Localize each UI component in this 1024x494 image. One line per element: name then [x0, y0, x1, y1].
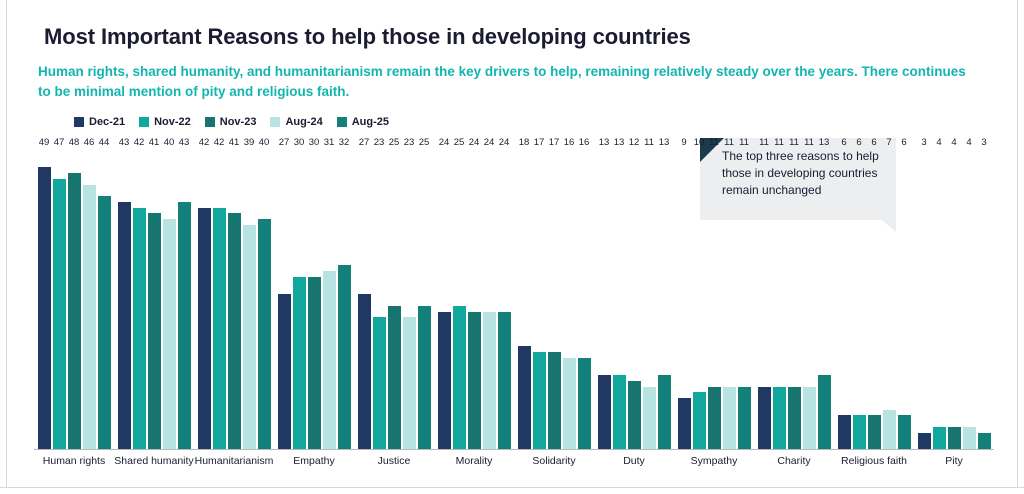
- chart-bar: [133, 137, 146, 450]
- chart-bar-wrapper: [803, 137, 816, 450]
- chart-bar: [388, 137, 401, 450]
- legend-item: [205, 116, 257, 128]
- chart-category-label: Humanitarianism: [194, 455, 274, 467]
- chart-bar-wrapper: [978, 137, 991, 450]
- chart-category-label: Justice: [377, 455, 411, 467]
- chart-bar-wrapper: [918, 137, 931, 450]
- page-title: Most Important Reasons to help those in developing countries: [44, 24, 691, 49]
- chart-bar-wrapper: [453, 137, 466, 450]
- chart-bar-value-label: 40: [163, 137, 175, 148]
- chart-bar-wrapper: [898, 137, 911, 450]
- legend-label: Dec-21: [89, 116, 126, 128]
- chart-group: [274, 137, 354, 450]
- chart-bar-value-label: 44: [98, 137, 110, 148]
- chart-bar: [658, 137, 671, 450]
- legend-label: Nov-22: [154, 116, 191, 128]
- chart-bar-value-label: 17: [533, 137, 545, 148]
- page-subtitle: Human rights, shared humanity, and humanitarianism remain the key drivers to help, remaining relatively steady over the years. There continues to be minimal mention of pity and religious faith.: [38, 64, 966, 99]
- chart-group: [674, 137, 754, 450]
- chart-bar: [613, 137, 626, 450]
- chart-bar-value-label: 16: [563, 137, 575, 148]
- chart-group-bars: [674, 137, 754, 450]
- chart-bar: [98, 137, 111, 450]
- chart-bar: [483, 137, 496, 450]
- chart-bar-value-label: 10: [693, 137, 705, 148]
- chart-bar-value-label: 25: [418, 137, 430, 148]
- legend-label: Nov-23: [219, 116, 257, 128]
- chart-bar-value-label: 17: [548, 137, 560, 148]
- chart-bar-value-label: 41: [148, 137, 160, 148]
- chart-bar-wrapper: [868, 137, 881, 450]
- chart-bar: [933, 137, 946, 450]
- chart-bar-wrapper: [518, 137, 531, 450]
- chart-bar-wrapper: [788, 137, 801, 450]
- chart-bar-wrapper: [98, 137, 111, 450]
- chart-bar: [53, 137, 66, 450]
- chart-bar: [213, 137, 226, 450]
- chart-bar: [308, 137, 321, 450]
- chart-group: [514, 137, 594, 450]
- chart-bar-wrapper: [148, 137, 161, 450]
- chart-bar-value-label: 4: [936, 137, 942, 148]
- slide-right-edge: [1017, 0, 1024, 494]
- chart-bar-wrapper: [643, 137, 656, 450]
- chart-bar-value-label: 6: [856, 137, 862, 148]
- chart-category-label: Duty: [623, 455, 645, 467]
- chart-bar-wrapper: [498, 137, 511, 450]
- chart-bar-value-label: 6: [871, 137, 877, 148]
- chart-bar-value-label: 25: [453, 137, 465, 148]
- chart-group-bars: [434, 137, 514, 450]
- chart-bar: [358, 137, 371, 450]
- chart-bar-wrapper: [338, 137, 351, 450]
- chart-bar-wrapper: [308, 137, 321, 450]
- chart-bar: [678, 137, 691, 450]
- chart-bar-value-label: 13: [818, 137, 830, 148]
- chart-bar-wrapper: [758, 137, 771, 450]
- chart-bar-value-label: 3: [921, 137, 927, 148]
- chart-bar: [773, 137, 786, 450]
- chart-category-label: Pity: [945, 455, 963, 467]
- chart-bar-wrapper: [438, 137, 451, 450]
- chart-bar-wrapper: [403, 137, 416, 450]
- chart-bar-value-label: 11: [724, 137, 734, 148]
- chart-bar-wrapper: [83, 137, 96, 450]
- chart-category-label: Solidarity: [532, 455, 576, 467]
- chart-group-bars: [274, 137, 354, 450]
- chart-group-bars: [834, 137, 914, 450]
- chart-category-label: Empathy: [293, 455, 335, 467]
- chart-bar: [68, 137, 81, 450]
- chart-bar: [118, 137, 131, 450]
- chart-bar-wrapper: [693, 137, 706, 450]
- chart-bar-value-label: 13: [613, 137, 625, 148]
- chart-bar: [338, 137, 351, 450]
- chart-category-label: Shared humanity: [114, 455, 194, 467]
- chart-bar: [708, 137, 721, 450]
- chart-bar: [533, 137, 546, 450]
- chart-bar: [978, 137, 991, 450]
- chart-bar-value-label: 4: [966, 137, 972, 148]
- chart-bar-wrapper: [563, 137, 576, 450]
- slide-bottom-edge: [0, 487, 1024, 494]
- chart-bar-value-label: 11: [644, 137, 654, 148]
- chart-group-bars: [194, 137, 274, 450]
- chart-bar-value-label: 27: [278, 137, 290, 148]
- chart-bar-wrapper: [838, 137, 851, 450]
- chart-x-axis: [34, 449, 994, 450]
- chart-bar: [898, 137, 911, 450]
- chart-bar: [148, 137, 161, 450]
- chart-bar: [228, 137, 241, 450]
- chart-bar-value-label: 24: [498, 137, 510, 148]
- chart-bar-value-label: 42: [198, 137, 210, 148]
- chart-bar: [563, 137, 576, 450]
- chart-bar: [198, 137, 211, 450]
- chart-bar-value-label: 31: [323, 137, 335, 148]
- chart-bar-wrapper: [468, 137, 481, 450]
- chart-bar: [38, 137, 51, 450]
- chart-bar: [578, 137, 591, 450]
- chart-bar: [948, 137, 961, 450]
- legend-swatch: [139, 117, 149, 127]
- chart-bar: [243, 137, 256, 450]
- chart-bar-groups: [34, 137, 994, 450]
- chart-bar-wrapper: [68, 137, 81, 450]
- chart-bar-wrapper: [818, 137, 831, 450]
- chart-bar-value-label: 48: [68, 137, 80, 148]
- legend-item: [139, 116, 191, 128]
- chart-bar-value-label: 6: [841, 137, 847, 148]
- chart-bar: [868, 137, 881, 450]
- legend-swatch: [205, 117, 215, 127]
- chart-bar-wrapper: [373, 137, 386, 450]
- chart-bar-wrapper: [548, 137, 561, 450]
- chart-bar-wrapper: [708, 137, 721, 450]
- chart-bar: [468, 137, 481, 450]
- slide-left-edge: [0, 0, 7, 494]
- chart-bar-wrapper: [163, 137, 176, 450]
- chart-bar: [788, 137, 801, 450]
- chart-group-bars: [34, 137, 114, 450]
- chart-group-bars: [114, 137, 194, 450]
- callout-text: The top three reasons to help those in developing countries remain unchanged: [722, 149, 879, 198]
- chart-bar-wrapper: [178, 137, 191, 450]
- chart-bar-value-label: 47: [53, 137, 65, 148]
- chart-bar-value-label: 23: [373, 137, 385, 148]
- legend-item: [337, 116, 389, 128]
- chart-group-bars: [914, 137, 994, 450]
- chart-bar-value-label: 16: [578, 137, 590, 148]
- chart-bar-wrapper: [198, 137, 211, 450]
- chart-bar-wrapper: [933, 137, 946, 450]
- chart-bar-wrapper: [133, 137, 146, 450]
- chart-legend: [74, 116, 389, 128]
- chart-bar-wrapper: [483, 137, 496, 450]
- chart-bar: [403, 137, 416, 450]
- chart-category-label: Religious faith: [841, 455, 907, 467]
- chart-category-label: Human rights: [42, 455, 106, 467]
- chart-bar: [258, 137, 271, 450]
- chart-bar: [293, 137, 306, 450]
- chart-bar-value-label: 42: [133, 137, 145, 148]
- chart-bar-wrapper: [723, 137, 736, 450]
- legend-swatch: [270, 117, 280, 127]
- chart-bar-value-label: 41: [228, 137, 240, 148]
- chart-group: [354, 137, 434, 450]
- chart-bar: [963, 137, 976, 450]
- chart-bar-value-label: 27: [358, 137, 370, 148]
- chart-bar-wrapper: [118, 137, 131, 450]
- chart-bar-value-label: 25: [388, 137, 400, 148]
- chart-bar-wrapper: [323, 137, 336, 450]
- chart-bar-wrapper: [418, 137, 431, 450]
- chart-bar: [373, 137, 386, 450]
- chart-bar: [723, 137, 736, 450]
- chart-group: [34, 137, 114, 450]
- chart-bar-value-label: 11: [774, 137, 784, 148]
- chart-bar: [83, 137, 96, 450]
- chart-group: [914, 137, 994, 450]
- legend-swatch: [74, 117, 84, 127]
- chart-bar-wrapper: [243, 137, 256, 450]
- chart-bar-value-label: 6: [901, 137, 907, 148]
- chart-bar-value-label: 40: [258, 137, 270, 148]
- chart-bar-value-label: 13: [658, 137, 670, 148]
- legend-swatch: [337, 117, 347, 127]
- chart-group: [114, 137, 194, 450]
- chart-category-label: Morality: [455, 455, 493, 467]
- chart-bar: [918, 137, 931, 450]
- chart-plot-area: [34, 137, 994, 450]
- chart-bar: [643, 137, 656, 450]
- chart-bar-wrapper: [678, 137, 691, 450]
- chart-bar: [278, 137, 291, 450]
- chart-bar-value-label: 7: [886, 137, 892, 148]
- chart-bar: [853, 137, 866, 450]
- chart-bar-wrapper: [228, 137, 241, 450]
- chart-bar-value-label: 11: [709, 137, 719, 148]
- legend-label: Aug-24: [285, 116, 323, 128]
- chart-bar-value-label: 43: [178, 137, 190, 148]
- chart-bar: [418, 137, 431, 450]
- chart-bar-value-label: 11: [789, 137, 799, 148]
- chart-bar-wrapper: [388, 137, 401, 450]
- chart-bar-value-label: 11: [739, 137, 749, 148]
- chart-bar-wrapper: [883, 137, 896, 450]
- chart-group-bars: [514, 137, 594, 450]
- chart-bar-value-label: 11: [804, 137, 814, 148]
- chart-bar: [518, 137, 531, 450]
- chart-bar-value-label: 42: [213, 137, 225, 148]
- chart-bar: [818, 137, 831, 450]
- chart-group: [434, 137, 514, 450]
- chart-group: [594, 137, 674, 450]
- chart-bar: [838, 137, 851, 450]
- chart-bar-value-label: 46: [83, 137, 95, 148]
- chart-bar-wrapper: [258, 137, 271, 450]
- chart-bar: [498, 137, 511, 450]
- chart-group: [194, 137, 274, 450]
- chart-bar-value-label: 43: [118, 137, 130, 148]
- chart-bar: [738, 137, 751, 450]
- chart-bar-wrapper: [53, 137, 66, 450]
- chart-bar: [598, 137, 611, 450]
- chart-bar-wrapper: [948, 137, 961, 450]
- chart-group-bars: [594, 137, 674, 450]
- chart-group-bars: [354, 137, 434, 450]
- chart-bar-value-label: 18: [518, 137, 530, 148]
- chart-bar: [323, 137, 336, 450]
- chart-bar-value-label: 12: [628, 137, 640, 148]
- chart-bar-wrapper: [738, 137, 751, 450]
- chart-bar: [758, 137, 771, 450]
- chart-group: [834, 137, 914, 450]
- legend-item: [74, 116, 125, 128]
- chart-bar: [803, 137, 816, 450]
- chart-bar-wrapper: [358, 137, 371, 450]
- chart-bar-wrapper: [293, 137, 306, 450]
- chart-bar-value-label: 23: [403, 137, 415, 148]
- chart-bar-wrapper: [598, 137, 611, 450]
- chart-bar: [163, 137, 176, 450]
- chart-bar-wrapper: [578, 137, 591, 450]
- chart-bar-wrapper: [773, 137, 786, 450]
- chart-bar-wrapper: [658, 137, 671, 450]
- chart-bar-wrapper: [278, 137, 291, 450]
- chart-bar: [178, 137, 191, 450]
- chart-bar-wrapper: [628, 137, 641, 450]
- chart-bar-value-label: 24: [438, 137, 450, 148]
- chart-bar: [628, 137, 641, 450]
- chart-bar-value-label: 30: [293, 137, 305, 148]
- chart-bar-value-label: 3: [981, 137, 987, 148]
- legend-item: [270, 116, 322, 128]
- chart-bar-value-label: 49: [38, 137, 50, 148]
- chart-category-label: Charity: [777, 455, 811, 467]
- chart-bar-value-label: 11: [759, 137, 769, 148]
- chart-category-labels: [34, 455, 994, 467]
- chart-bar-value-label: 24: [483, 137, 495, 148]
- legend-label: Aug-25: [351, 116, 390, 128]
- chart-bar-wrapper: [38, 137, 51, 450]
- chart-bar: [453, 137, 466, 450]
- chart-category-label: Sympathy: [690, 455, 738, 467]
- chart-bar-value-label: 9: [681, 137, 687, 148]
- chart-bar-wrapper: [213, 137, 226, 450]
- chart-bar-wrapper: [963, 137, 976, 450]
- chart-bar-wrapper: [853, 137, 866, 450]
- chart-bar: [548, 137, 561, 450]
- chart-bar-value-label: 13: [598, 137, 610, 148]
- chart-bar-wrapper: [533, 137, 546, 450]
- chart-bar: [883, 137, 896, 450]
- chart-bar-value-label: 24: [468, 137, 480, 148]
- chart-bar: [438, 137, 451, 450]
- chart-bar-value-label: 4: [951, 137, 957, 148]
- chart-bar-value-label: 39: [243, 137, 255, 148]
- chart-bar-wrapper: [613, 137, 626, 450]
- chart-bar-value-label: 32: [338, 137, 350, 148]
- chart-bar: [693, 137, 706, 450]
- chart-bar-value-label: 30: [308, 137, 320, 148]
